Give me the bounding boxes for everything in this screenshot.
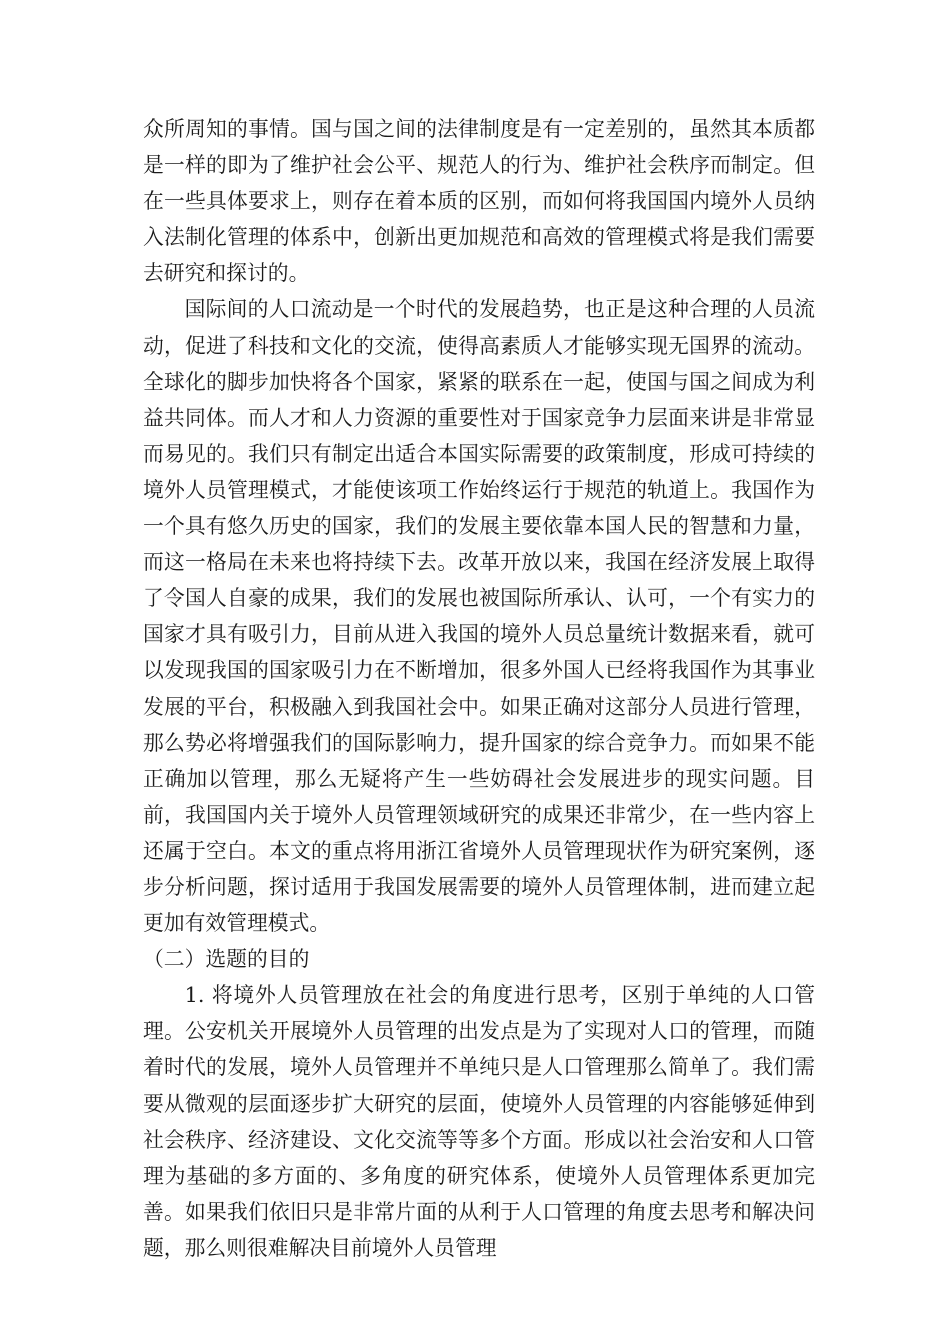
body-paragraph-3: 1. 将境外人员管理放在社会的角度进行思考，区别于单纯的人口管理。公安机关开展境外人员管理的出发点是为了实现对人口的管理，而随着时代的发展，境外人员管理并不单纯只是人口管理那么简单了。我们需要从微观的层面逐步扩大研究的层面，使境外人员管理的内容能够延伸到社会秩序、经济建设、文化交流等等多个方面。形成以社会治安和人口管理为基础的多方面的、多角度的研究体系，使境外人员管理体系更加完善。如果我们依旧只是非常片面的从利于人口管理的角度去思考和解决问题，那么则很难解决目前境外人员管理	[143, 983, 815, 1260]
body-paragraph-2: 国际间的人口流动是一个时代的发展趋势，也正是这种合理的人员流动，促进了科技和文化的交流，使得高素质人才能够实现无国界的流动。全球化的脚步加快将各个国家，紧紧的联系在一起，使国与国之间成为利益共同体。而人才和人力资源的重要性对于国家竞争力层面来讲是非常显而易见的。我们只有制定出适合本国实际需要的政策制度，形成可持续的境外人员管理模式，才能使该项工作始终运行于规范的轨道上。我国作为一个具有悠久历史的国家，我们的发展主要依靠本国人民的智慧和力量，而这一格局在未来也将持续下去。改革开放以来，我国在经济发展上取得了令国人自豪的成果，我们的发展也被国际所承认、认可，一个有实力的国家才具有吸引力，目前从进入我国的境外人员总量统计数据来看，就可以发现我国的国家吸引力在不断增加，很多外国人已经将我国作为其事业发展的平台，积极融入到我国社会中。如果正确对这部分人员进行管理，那么势必将增强我们的国际影响力，提升国家的综合竞争力。而如果不能正确加以管理，那么无疑将产生一些妨碍社会发展进步的现实问题。目前，我国国内关于境外人员管理领域研究的成果还非常少，在一些内容上还属于空白。本文的重点将用浙江省境外人员管理现状作为研究案例，逐步分析问题，探讨适用于我国发展需要的境外人员管理体制，进而建立起更加有效管理模式。	[143, 297, 815, 936]
document-page	[143, 111, 815, 1266]
body-paragraph-1: 众所周知的事情。国与国之间的法律制度是有一定差别的，虽然其本质都是一样的即为了维护社会公平、规范人的行为、维护社会秩序而制定。但在一些具体要求上，则存在着本质的区别，而如何将我国国内境外人员纳入法制化管理的体系中，创新出更加规范和高效的管理模式将是我们需要去研究和探讨的。	[143, 117, 815, 286]
section-heading: （二）选题的目的	[143, 947, 310, 972]
